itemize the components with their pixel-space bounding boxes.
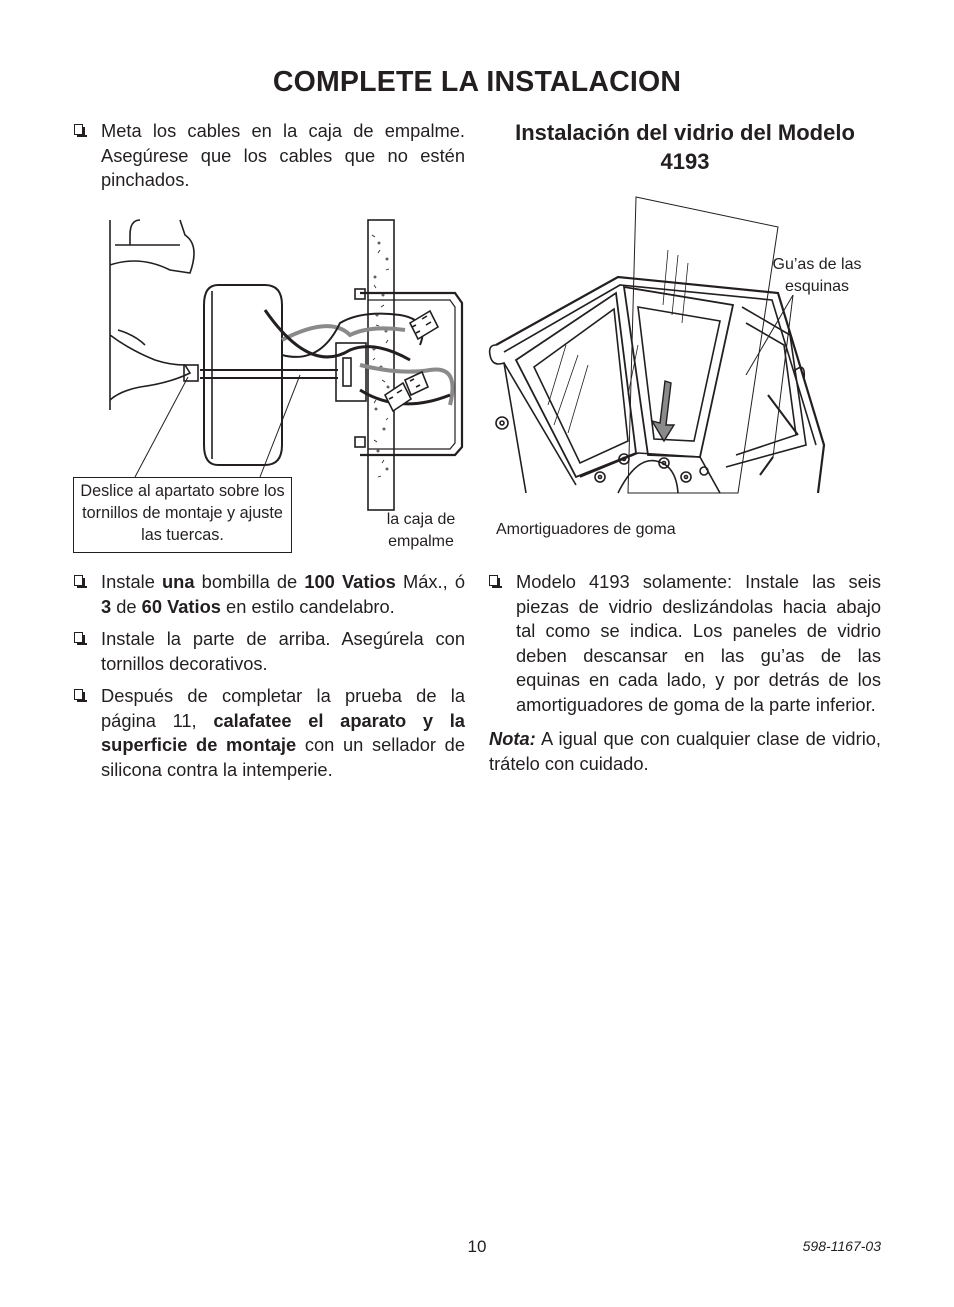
left-bottom-steps xyxy=(74,570,465,790)
rubber-bumpers-label: Amortiguadores de goma xyxy=(496,521,676,538)
page-title: COMPLETE LA INSTALACION xyxy=(272,66,682,98)
corner-guides-label: Gu’as de las esquinas xyxy=(772,256,862,295)
glass-install-heading: Instalación del vidrio del Modelo 4193 xyxy=(515,120,855,174)
right-steps xyxy=(489,570,881,776)
junction-box-illustration xyxy=(100,215,470,485)
checkbox-icon xyxy=(74,575,83,586)
checkbox-icon xyxy=(74,124,83,135)
lantern-glass-illustration xyxy=(488,195,833,493)
step-install-top: Instale la parte de arriba. Asegúrela con tornillos decorativos. xyxy=(74,627,465,676)
page-number: 10 xyxy=(467,1237,487,1256)
step-install-glass: Modelo 4193 solamente: Instale las seis piezas de vidrio deslizándolas hacia abajo tal como se indica. Los paneles de vidrio deben descansar en las gu’as de las equinas en cada lado, y por detrás de los amortiguadores de goma de la parte inferior. xyxy=(489,570,881,717)
step-install-bulb: Instale una bombilla de 100 Vatios Máx., ó 3 de 60 Vatios en estilo candelabro. xyxy=(74,570,465,619)
step-caulk: Después de completar la prueba de la página 11, calafatee el aparato y la superficie de montaje con un sellador de silicona contra la intemperie. xyxy=(74,684,465,782)
checkbox-icon xyxy=(74,632,83,643)
step-insert-wires: Meta los cables en la caja de empalme. Asegúrese que los cables que no estén pinchados. xyxy=(74,119,465,193)
junction-box-label: la caja de empalme xyxy=(386,511,456,550)
note-paragraph: Nota: A igual que con cualquier clase de vidrio, trátelo con cuidado. xyxy=(489,728,881,774)
checkbox-icon xyxy=(74,689,83,700)
checkbox-icon xyxy=(489,575,498,586)
mounting-callout-box: Deslice al apartato sobre los tornillos de montaje y ajuste las tuercas. xyxy=(73,477,292,553)
document-number: 598-1167-03 xyxy=(802,1238,881,1254)
left-top-steps xyxy=(74,119,465,201)
